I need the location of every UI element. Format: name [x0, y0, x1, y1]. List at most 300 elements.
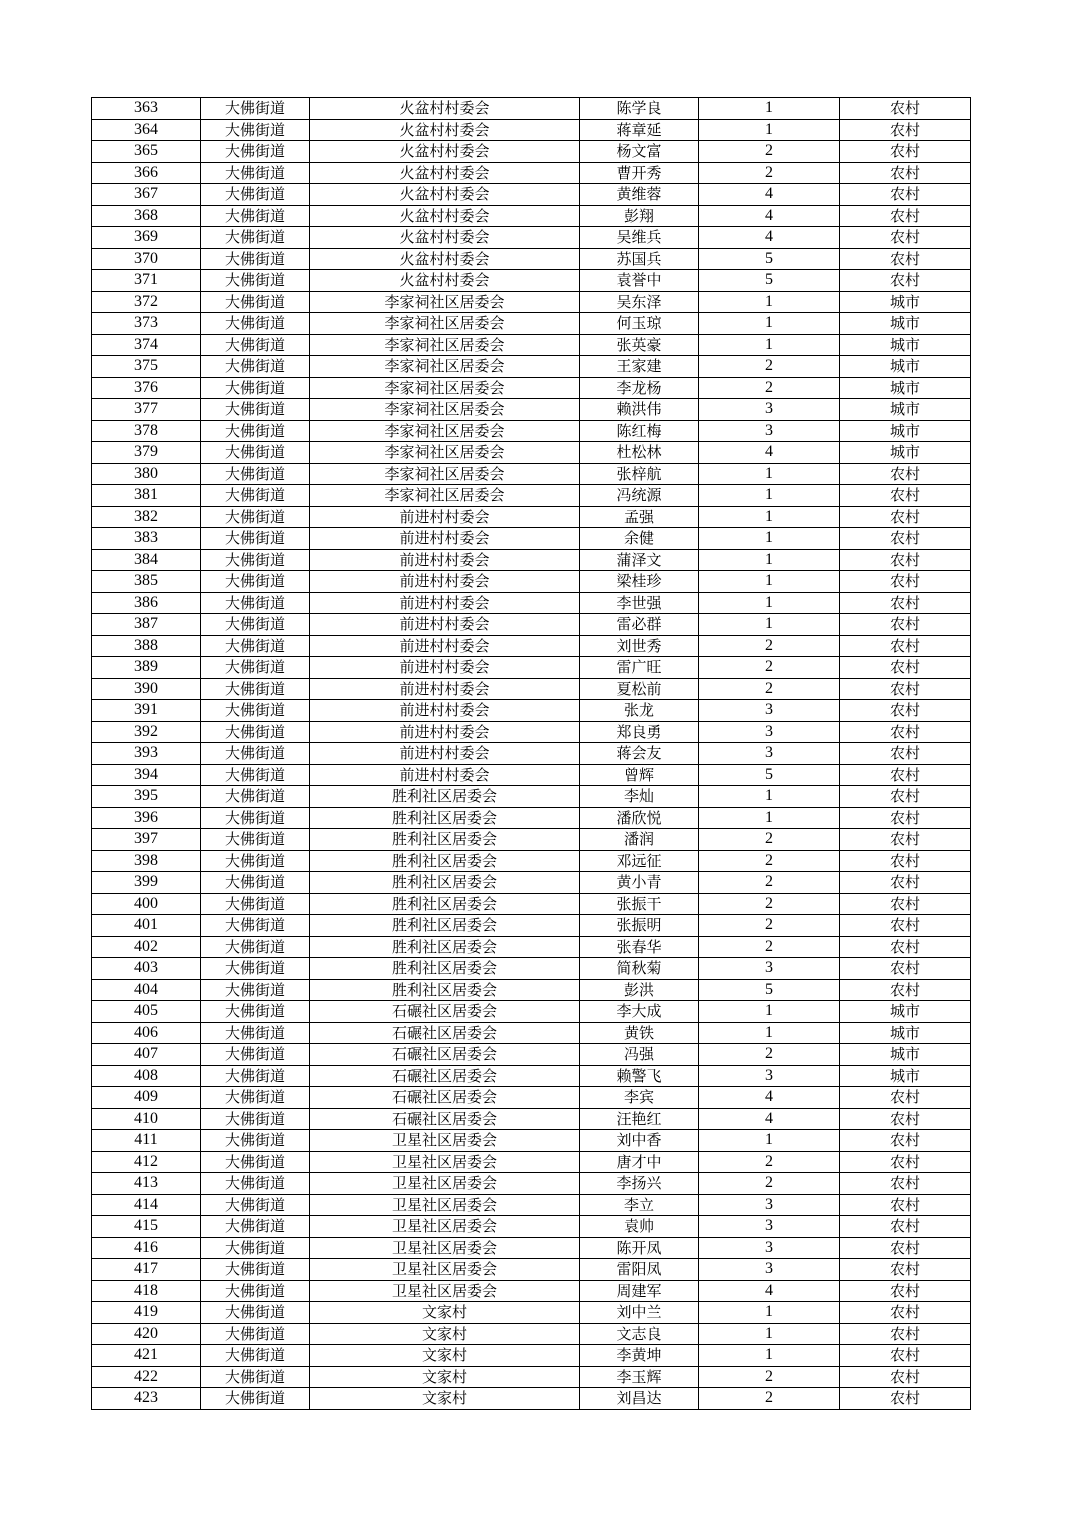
cell-person-name: 简秋菊	[580, 958, 699, 980]
table-row	[92, 1022, 971, 1044]
cell-category: 农村	[840, 807, 971, 829]
cell-count: 1	[699, 786, 840, 808]
cell-row-number: 388	[92, 635, 201, 657]
cell-row-number: 417	[92, 1259, 201, 1281]
cell-category: 农村	[840, 657, 971, 679]
cell-person-name: 袁帅	[580, 1216, 699, 1238]
cell-row-number: 390	[92, 678, 201, 700]
table-row	[92, 1323, 971, 1345]
cell-row-number: 399	[92, 872, 201, 894]
table-row	[92, 807, 971, 829]
cell-count: 3	[699, 958, 840, 980]
cell-person-name: 袁誉中	[580, 270, 699, 292]
cell-category: 农村	[840, 205, 971, 227]
cell-category: 农村	[840, 893, 971, 915]
cell-row-number: 423	[92, 1388, 201, 1410]
cell-row-number: 419	[92, 1302, 201, 1324]
table-row	[92, 786, 971, 808]
cell-person-name: 唐才中	[580, 1151, 699, 1173]
cell-row-number: 410	[92, 1108, 201, 1130]
table-row	[92, 334, 971, 356]
cell-row-number: 378	[92, 420, 201, 442]
cell-street: 大佛街道	[201, 657, 310, 679]
cell-person-name: 汪艳红	[580, 1108, 699, 1130]
cell-street: 大佛街道	[201, 248, 310, 270]
cell-person-name: 张振明	[580, 915, 699, 937]
cell-street: 大佛街道	[201, 1323, 310, 1345]
table-row	[92, 1302, 971, 1324]
cell-count: 2	[699, 915, 840, 937]
cell-category: 农村	[840, 506, 971, 528]
table-row	[92, 1237, 971, 1259]
cell-count: 4	[699, 184, 840, 206]
table-row	[92, 592, 971, 614]
cell-count: 2	[699, 1151, 840, 1173]
cell-committee: 李家祠社区居委会	[310, 334, 580, 356]
cell-category: 农村	[840, 743, 971, 765]
cell-committee: 石碾社区居委会	[310, 1001, 580, 1023]
cell-category: 城市	[840, 291, 971, 313]
cell-row-number: 391	[92, 700, 201, 722]
cell-count: 1	[699, 463, 840, 485]
cell-committee: 卫星社区居委会	[310, 1130, 580, 1152]
cell-person-name: 张梓航	[580, 463, 699, 485]
cell-committee: 胜利社区居委会	[310, 807, 580, 829]
cell-street: 大佛街道	[201, 184, 310, 206]
cell-category: 城市	[840, 313, 971, 335]
cell-category: 农村	[840, 1323, 971, 1345]
cell-count: 1	[699, 1001, 840, 1023]
cell-committee: 李家祠社区居委会	[310, 356, 580, 378]
cell-committee: 前进村村委会	[310, 721, 580, 743]
cell-category: 城市	[840, 442, 971, 464]
cell-committee: 李家祠社区居委会	[310, 313, 580, 335]
table-row	[92, 1173, 971, 1195]
cell-street: 大佛街道	[201, 485, 310, 507]
cell-row-number: 401	[92, 915, 201, 937]
cell-committee: 前进村村委会	[310, 764, 580, 786]
cell-committee: 卫星社区居委会	[310, 1194, 580, 1216]
cell-count: 1	[699, 571, 840, 593]
cell-street: 大佛街道	[201, 270, 310, 292]
cell-row-number: 371	[92, 270, 201, 292]
cell-person-name: 周建军	[580, 1280, 699, 1302]
cell-count: 3	[699, 700, 840, 722]
cell-count: 5	[699, 248, 840, 270]
cell-committee: 文家村	[310, 1366, 580, 1388]
cell-category: 农村	[840, 184, 971, 206]
cell-committee: 李家祠社区居委会	[310, 291, 580, 313]
cell-row-number: 406	[92, 1022, 201, 1044]
cell-person-name: 李立	[580, 1194, 699, 1216]
cell-committee: 石碾社区居委会	[310, 1044, 580, 1066]
table-row	[92, 141, 971, 163]
cell-committee: 前进村村委会	[310, 614, 580, 636]
cell-count: 3	[699, 399, 840, 421]
cell-person-name: 文志良	[580, 1323, 699, 1345]
table-body	[92, 98, 971, 1410]
cell-category: 城市	[840, 1065, 971, 1087]
cell-count: 1	[699, 119, 840, 141]
cell-category: 农村	[840, 850, 971, 872]
cell-category: 农村	[840, 485, 971, 507]
cell-category: 农村	[840, 1173, 971, 1195]
cell-row-number: 415	[92, 1216, 201, 1238]
cell-category: 农村	[840, 162, 971, 184]
cell-street: 大佛街道	[201, 205, 310, 227]
cell-committee: 前进村村委会	[310, 506, 580, 528]
cell-person-name: 梁桂珍	[580, 571, 699, 593]
cell-person-name: 雷阳凤	[580, 1259, 699, 1281]
cell-street: 大佛街道	[201, 635, 310, 657]
cell-person-name: 蒋章延	[580, 119, 699, 141]
table-row	[92, 872, 971, 894]
cell-street: 大佛街道	[201, 1130, 310, 1152]
table-row	[92, 506, 971, 528]
table-row	[92, 979, 971, 1001]
cell-category: 城市	[840, 1022, 971, 1044]
cell-row-number: 387	[92, 614, 201, 636]
cell-street: 大佛街道	[201, 1345, 310, 1367]
cell-committee: 火盆村村委会	[310, 248, 580, 270]
cell-count: 1	[699, 1323, 840, 1345]
cell-category: 农村	[840, 270, 971, 292]
table-row	[92, 98, 971, 120]
cell-street: 大佛街道	[201, 592, 310, 614]
cell-category: 农村	[840, 98, 971, 120]
cell-category: 城市	[840, 399, 971, 421]
cell-row-number: 393	[92, 743, 201, 765]
cell-committee: 胜利社区居委会	[310, 979, 580, 1001]
table-row	[92, 549, 971, 571]
table-row	[92, 1065, 971, 1087]
cell-committee: 胜利社区居委会	[310, 850, 580, 872]
cell-committee: 前进村村委会	[310, 528, 580, 550]
cell-person-name: 彭洪	[580, 979, 699, 1001]
cell-person-name: 蒲泽文	[580, 549, 699, 571]
cell-person-name: 李黄坤	[580, 1345, 699, 1367]
cell-category: 农村	[840, 1194, 971, 1216]
cell-committee: 火盆村村委会	[310, 162, 580, 184]
cell-person-name: 刘中兰	[580, 1302, 699, 1324]
cell-street: 大佛街道	[201, 1280, 310, 1302]
cell-committee: 前进村村委会	[310, 549, 580, 571]
cell-count: 1	[699, 313, 840, 335]
cell-street: 大佛街道	[201, 1237, 310, 1259]
cell-person-name: 李大成	[580, 1001, 699, 1023]
cell-row-number: 368	[92, 205, 201, 227]
cell-person-name: 陈学良	[580, 98, 699, 120]
cell-street: 大佛街道	[201, 506, 310, 528]
cell-street: 大佛街道	[201, 1044, 310, 1066]
cell-count: 1	[699, 485, 840, 507]
cell-street: 大佛街道	[201, 936, 310, 958]
cell-category: 农村	[840, 958, 971, 980]
cell-committee: 火盆村村委会	[310, 98, 580, 120]
cell-committee: 前进村村委会	[310, 571, 580, 593]
cell-street: 大佛街道	[201, 571, 310, 593]
cell-row-number: 416	[92, 1237, 201, 1259]
cell-category: 农村	[840, 1130, 971, 1152]
cell-count: 2	[699, 162, 840, 184]
cell-person-name: 陈红梅	[580, 420, 699, 442]
cell-category: 城市	[840, 1044, 971, 1066]
cell-count: 1	[699, 1345, 840, 1367]
cell-row-number: 421	[92, 1345, 201, 1367]
cell-row-number: 366	[92, 162, 201, 184]
cell-category: 农村	[840, 635, 971, 657]
cell-row-number: 373	[92, 313, 201, 335]
cell-street: 大佛街道	[201, 850, 310, 872]
cell-committee: 文家村	[310, 1302, 580, 1324]
table-row	[92, 399, 971, 421]
cell-count: 2	[699, 893, 840, 915]
cell-count: 2	[699, 678, 840, 700]
cell-committee: 胜利社区居委会	[310, 936, 580, 958]
cell-street: 大佛街道	[201, 162, 310, 184]
cell-street: 大佛街道	[201, 334, 310, 356]
cell-street: 大佛街道	[201, 786, 310, 808]
cell-street: 大佛街道	[201, 1108, 310, 1130]
cell-committee: 卫星社区居委会	[310, 1173, 580, 1195]
cell-category: 农村	[840, 700, 971, 722]
cell-category: 城市	[840, 420, 971, 442]
cell-count: 4	[699, 1108, 840, 1130]
table-row	[92, 1108, 971, 1130]
table-row	[92, 1216, 971, 1238]
cell-person-name: 何玉琼	[580, 313, 699, 335]
cell-count: 2	[699, 356, 840, 378]
cell-committee: 火盆村村委会	[310, 227, 580, 249]
table-row	[92, 1194, 971, 1216]
cell-row-number: 379	[92, 442, 201, 464]
cell-count: 2	[699, 872, 840, 894]
cell-row-number: 374	[92, 334, 201, 356]
cell-category: 农村	[840, 936, 971, 958]
cell-count: 2	[699, 829, 840, 851]
cell-row-number: 396	[92, 807, 201, 829]
cell-street: 大佛街道	[201, 893, 310, 915]
cell-person-name: 冯统源	[580, 485, 699, 507]
cell-category: 农村	[840, 1366, 971, 1388]
cell-street: 大佛街道	[201, 399, 310, 421]
cell-street: 大佛街道	[201, 528, 310, 550]
cell-street: 大佛街道	[201, 1087, 310, 1109]
cell-row-number: 365	[92, 141, 201, 163]
table-row	[92, 1280, 971, 1302]
cell-person-name: 潘润	[580, 829, 699, 851]
cell-category: 农村	[840, 678, 971, 700]
cell-committee: 胜利社区居委会	[310, 958, 580, 980]
cell-category: 农村	[840, 571, 971, 593]
table-row	[92, 721, 971, 743]
cell-row-number: 385	[92, 571, 201, 593]
table-row	[92, 248, 971, 270]
cell-category: 农村	[840, 549, 971, 571]
cell-category: 农村	[840, 119, 971, 141]
cell-street: 大佛街道	[201, 1194, 310, 1216]
table-row	[92, 291, 971, 313]
table-row	[92, 313, 971, 335]
cell-row-number: 367	[92, 184, 201, 206]
cell-row-number: 386	[92, 592, 201, 614]
cell-committee: 前进村村委会	[310, 635, 580, 657]
cell-category: 农村	[840, 1280, 971, 1302]
cell-committee: 李家祠社区居委会	[310, 485, 580, 507]
cell-committee: 李家祠社区居委会	[310, 442, 580, 464]
cell-row-number: 411	[92, 1130, 201, 1152]
cell-committee: 火盆村村委会	[310, 141, 580, 163]
cell-category: 农村	[840, 721, 971, 743]
cell-row-number: 405	[92, 1001, 201, 1023]
cell-row-number: 408	[92, 1065, 201, 1087]
cell-count: 1	[699, 614, 840, 636]
cell-row-number: 394	[92, 764, 201, 786]
cell-category: 农村	[840, 786, 971, 808]
cell-person-name: 雷必群	[580, 614, 699, 636]
cell-committee: 胜利社区居委会	[310, 786, 580, 808]
cell-committee: 火盆村村委会	[310, 205, 580, 227]
table-row	[92, 915, 971, 937]
cell-count: 3	[699, 743, 840, 765]
cell-count: 2	[699, 1366, 840, 1388]
cell-committee: 胜利社区居委会	[310, 872, 580, 894]
cell-person-name: 李世强	[580, 592, 699, 614]
cell-category: 农村	[840, 979, 971, 1001]
cell-count: 3	[699, 1237, 840, 1259]
table-row	[92, 1087, 971, 1109]
cell-person-name: 杜松林	[580, 442, 699, 464]
cell-row-number: 384	[92, 549, 201, 571]
cell-person-name: 冯强	[580, 1044, 699, 1066]
cell-street: 大佛街道	[201, 915, 310, 937]
cell-street: 大佛街道	[201, 227, 310, 249]
table-row	[92, 270, 971, 292]
cell-person-name: 王家建	[580, 356, 699, 378]
cell-person-name: 雷广旺	[580, 657, 699, 679]
cell-street: 大佛街道	[201, 1173, 310, 1195]
cell-row-number: 403	[92, 958, 201, 980]
cell-row-number: 404	[92, 979, 201, 1001]
table-row	[92, 1345, 971, 1367]
cell-street: 大佛街道	[201, 1366, 310, 1388]
cell-count: 1	[699, 1130, 840, 1152]
cell-category: 农村	[840, 227, 971, 249]
cell-street: 大佛街道	[201, 313, 310, 335]
cell-street: 大佛街道	[201, 1001, 310, 1023]
table-row	[92, 485, 971, 507]
cell-category: 农村	[840, 463, 971, 485]
cell-street: 大佛街道	[201, 1302, 310, 1324]
cell-count: 1	[699, 291, 840, 313]
cell-street: 大佛街道	[201, 829, 310, 851]
cell-person-name: 苏国兵	[580, 248, 699, 270]
table-row	[92, 635, 971, 657]
cell-category: 城市	[840, 334, 971, 356]
table-row	[92, 205, 971, 227]
cell-count: 1	[699, 1302, 840, 1324]
table-row	[92, 463, 971, 485]
cell-category: 农村	[840, 872, 971, 894]
cell-row-number: 382	[92, 506, 201, 528]
table-row	[92, 442, 971, 464]
table-row	[92, 356, 971, 378]
cell-street: 大佛街道	[201, 549, 310, 571]
cell-person-name: 刘世秀	[580, 635, 699, 657]
cell-count: 1	[699, 98, 840, 120]
cell-person-name: 李宾	[580, 1087, 699, 1109]
cell-person-name: 李龙杨	[580, 377, 699, 399]
cell-row-number: 381	[92, 485, 201, 507]
cell-person-name: 郑良勇	[580, 721, 699, 743]
cell-row-number: 409	[92, 1087, 201, 1109]
cell-person-name: 李玉辉	[580, 1366, 699, 1388]
cell-person-name: 刘中香	[580, 1130, 699, 1152]
table-row	[92, 528, 971, 550]
cell-row-number: 389	[92, 657, 201, 679]
cell-street: 大佛街道	[201, 614, 310, 636]
cell-row-number: 397	[92, 829, 201, 851]
cell-street: 大佛街道	[201, 721, 310, 743]
cell-row-number: 375	[92, 356, 201, 378]
cell-count: 1	[699, 1022, 840, 1044]
table-row	[92, 850, 971, 872]
cell-person-name: 黄维蓉	[580, 184, 699, 206]
cell-person-name: 刘昌达	[580, 1388, 699, 1410]
cell-category: 农村	[840, 528, 971, 550]
cell-committee: 火盆村村委会	[310, 119, 580, 141]
cell-committee: 李家祠社区居委会	[310, 463, 580, 485]
cell-street: 大佛街道	[201, 98, 310, 120]
cell-count: 5	[699, 979, 840, 1001]
cell-person-name: 张英豪	[580, 334, 699, 356]
cell-committee: 前进村村委会	[310, 592, 580, 614]
cell-category: 城市	[840, 356, 971, 378]
table-row	[92, 657, 971, 679]
cell-count: 2	[699, 377, 840, 399]
table-row	[92, 936, 971, 958]
cell-committee: 前进村村委会	[310, 678, 580, 700]
cell-count: 3	[699, 420, 840, 442]
cell-count: 1	[699, 334, 840, 356]
cell-committee: 胜利社区居委会	[310, 915, 580, 937]
cell-count: 2	[699, 850, 840, 872]
cell-committee: 文家村	[310, 1345, 580, 1367]
cell-count: 5	[699, 764, 840, 786]
cell-count: 3	[699, 1065, 840, 1087]
cell-person-name: 李扬兴	[580, 1173, 699, 1195]
cell-count: 2	[699, 936, 840, 958]
cell-count: 2	[699, 141, 840, 163]
cell-street: 大佛街道	[201, 291, 310, 313]
cell-committee: 卫星社区居委会	[310, 1151, 580, 1173]
cell-category: 农村	[840, 1259, 971, 1281]
cell-category: 农村	[840, 1302, 971, 1324]
cell-row-number: 418	[92, 1280, 201, 1302]
cell-row-number: 377	[92, 399, 201, 421]
data-table	[91, 97, 971, 1410]
cell-street: 大佛街道	[201, 872, 310, 894]
cell-row-number: 407	[92, 1044, 201, 1066]
table-row	[92, 958, 971, 980]
cell-count: 1	[699, 549, 840, 571]
cell-row-number: 364	[92, 119, 201, 141]
cell-category: 农村	[840, 1237, 971, 1259]
cell-count: 4	[699, 1087, 840, 1109]
cell-street: 大佛街道	[201, 377, 310, 399]
cell-row-number: 414	[92, 1194, 201, 1216]
cell-row-number: 412	[92, 1151, 201, 1173]
